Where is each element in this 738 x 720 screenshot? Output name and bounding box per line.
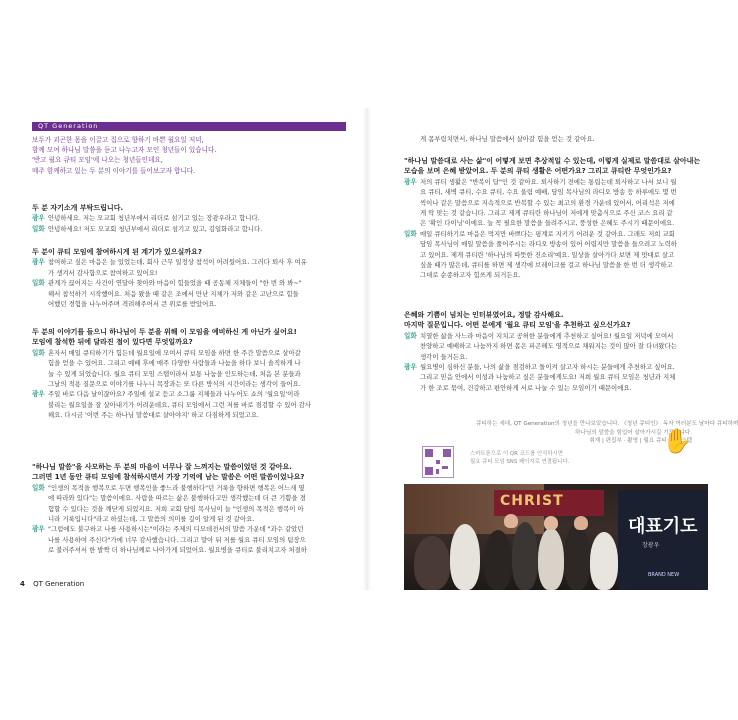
intro-line: 보두가 괴곤한 몸을 이끌고 집으로 향하기 바쁜 월요일 저녁, [32,136,204,144]
answer-line: 로 불러주셔서 한 발짝 더 하나님께로 나아가게 되었어요. 월요병을 큐티로 불리치고자 처절하 [48,546,307,555]
speaker-label: 일화 [32,279,45,288]
magazine-spread [20,108,738,590]
qa-block [404,156,701,281]
question: 두 분이 큐티 모임에 참여하시게 된 계기가 있으실까요? [32,248,202,256]
qa-block [404,310,694,393]
answer-line: 씩이나 같은 말씀으로 지속적으로 반복할 수 있는 최고의 환경 가운데 있어서, 어리석은 저에 [420,198,675,207]
person-face [574,516,588,530]
question: 그러면 1년 동안 큐티 모임에 참석하시면서 가장 기억에 남는 말씀은 어떤 말씀이었나요? [32,473,305,482]
answer [32,524,350,555]
section-band [32,122,346,131]
speaker-label: 광우 [32,525,45,534]
answer-line: 요 큐티, 새벽 큐티, 수요 큐티, 수요 울림 예배, 담임 목사님의 라디오 방송 등 하루에도 몇 번 [420,188,677,197]
answer-line: 가 한 조로 묶여, 건강하고 편안하게 서로 나눌 수 있는 모임이기 때문이에요. [420,383,632,392]
answer-line: 게 몸부림치면서, 하나님 말씀에서 살아갈 힘을 얻는 것 같아요. [420,135,595,143]
question: 모습을 보며 은혜 받았어요. 두 분의 큐티 생활은 어떤가요? 그리고 큐티란 무엇인가요? [404,167,672,176]
intro-line: 매주 함께하고 있는 두 분의 이야기를 들어보고자 합니다. [32,166,196,175]
answer [32,224,350,234]
answer-line: 담임 목사님이 매일 말씀을 풀어주시는 라디오 방송이 있어 어렵지만 말씀을 들으려고 노력하 [420,240,677,249]
answer [32,483,350,525]
answer-line: 월요병이 심하신 분들, 나의 삶을 점검하고 돌이켜 살고자 하시는 분들에게 추천하고 싶어요. [420,363,675,372]
answer-line: 매일 큐티하기로 마음은 먹지만 바쁘다는 핑계로 지키기 어려운 것 같아요. 그래도 저희 교회 [420,229,675,238]
answer-line: 관계가 끊어지는 사건이 연달아 찾아와 마음이 힘들었을 때 공동체 지체들이 "한 번 와 봐~" [48,279,302,288]
answer [32,389,350,420]
answer-line: 그대로 순종하고자 힘쓰게 되거든요. [420,271,521,280]
person-silhouette [484,530,512,590]
page-number: 4 [20,580,25,588]
qr-caption-line: 스마트폰으로 이 QR 코드를 인식하시면 [470,451,563,457]
qr-code-icon [422,446,454,478]
question: "하나님 말씀대로 사는 삶"이 어떻게 보면 추상적일 수 있는데, 이렇게 실제로 말씀대로 살아내는 [404,157,701,165]
answer [32,213,350,223]
answer-line: 은 '확인 다이닝'이에요. 늘 꼭 필요한 말씀을 들려주시고, 풍성한 은혜도 주시기 때문이에요. [420,219,675,228]
answer-line: 게 딱 맞는 것 같습니다. 그리고 제게 큐티란 하나님이 저에게 맞춤식으로 주신 코스 요리 같 [420,209,673,218]
person-silhouette [450,524,480,590]
qr-caption [470,450,569,466]
magazine-name: QT Generation [33,580,85,588]
group-photo [404,484,708,590]
answer-line: 저의 큐티 생활은 "반복이 답"인 것 같아요. 퇴사하기 전에는 통립는데 퇴사하고 나서 보니 월 [420,177,677,186]
answer-line: 힘을 얻을 수 있어요. 그리고 예배 후에 매주 다양한 사람들과 나눔을 하다 보니 솔직하게 나 [48,359,301,368]
page-footer [20,580,84,588]
answer-line: "인생의 목적을 행복으로 두면 행복인을 좋느라 불행하다"던 거룩을 향하면 행복은 어느새 옆 [48,483,305,492]
question: 두 분 자기소개 부탁드립니다. [32,204,124,212]
person-silhouette [590,532,618,590]
closing-note [476,420,738,446]
person-silhouette [414,536,450,590]
answer-line: 주일 바로 다음 날이잖아요? 주일에 설교 듣고 소그룹 지체들과 나누어도 쇼의 '월요일'이라 [48,390,300,399]
answer-line: 에 따라와 있다"는 말씀이에요. 사람을 따르는 삶은 불행하다고만 생각했는데 더 큰 기쁨을 경 [48,494,306,503]
person-silhouette [564,524,590,590]
answer-line: 고 있어요. 제게 큐티란 '하나님의 따뜻한 진소리'예요. 일상을 살아가다 보면 제 멋대로 살고 [420,250,675,259]
left-page [20,108,360,590]
speaker-label: 광우 [404,177,417,186]
qa-block [32,203,350,234]
answer [404,331,694,362]
answer-line: 안녕하세요! 저도 모교회 청년부에서 리더로 섬기고 있고, 김일화라고 합니다. [48,224,263,233]
page-gutter [363,108,371,590]
photo-banner [494,490,604,516]
speaker-label: 광우 [32,390,45,399]
answer-line: "그럼에도 불구하고 나를 사용하시는"이라는 주제의 디모데전서의 말씀 가운데 "과수 같았던 [48,525,304,534]
speaker-label: 일화 [32,483,45,492]
answer [32,348,350,390]
screen-brand: BRAND NEW [648,572,680,578]
speaker-label: 일화 [404,331,417,340]
speaker-label: 일화 [32,224,45,233]
right-page [374,108,738,590]
screen-title: 대표기도 [628,516,698,537]
intro-line: 함께 모여 하나님 말씀을 듣고 나누고자 모인 청년들이 있습니다. [32,146,217,155]
answer [404,362,694,393]
speaker-label: 광우 [404,363,417,372]
answer-line: 눌 수 있게 되었습니다. 월요 큐티 모임 스탭이라서 보통 나눔을 인도하는데, 처음 본 분들과 [48,369,301,378]
question: 두 분의 이야기를 들으니 하나님이 두 분을 위해 이 모임을 예비하신 게 아닌가 싶어요! [32,328,297,336]
answer [404,229,694,281]
intro-paragraph [32,135,346,176]
person-silhouette [512,522,538,590]
answer-line: 찬양하고 예배하고 나눔까지 하면 몸은 피곤해도 영적으로 채워지는 것이 많아 잘 다녀왔다는 [420,342,677,351]
speaker-label: 일화 [404,229,417,238]
answer [32,257,350,278]
person-face [544,516,558,530]
note-line: 큐티하는 세대, QT Generation의 청년을 만나보았습니다. 《청년 큐티인》 독자 여러분도 날마다 큐티하며 [476,421,738,427]
qa-block [32,327,350,421]
question: "하나님 말씀"을 사모하는 두 분의 마음이 너무나 잘 느껴지는 말씀이었던 것 같아요. [32,463,292,471]
answer [404,177,694,229]
question: 은혜와 기쁨이 넘치는 인터뷰였어요, 정말 감사해요. [404,311,564,319]
answer-line: 안녕하세요. 저는 모교회 청년부에서 리더로 섬기고 있는 장광우라고 합니다. [48,214,260,223]
qr-caption-line: 월요 큐티 모임 SNS 페이지로 연결됩니다. [470,459,570,465]
answer-line: 그날의 적용 질문으로 이야기를 나누니 목장과는 또 다른 방식의 시간이라는 생각이 들어요. [48,380,301,389]
continued-text [404,134,694,144]
speaker-label: 광우 [32,258,45,267]
qa-block [32,247,350,309]
presentation-screen [618,490,708,590]
note-line: 하나님의 말씀을 힘입어 살아가시길 기도합니다. [575,429,692,436]
qa-block [32,462,350,556]
answer-line: 어했던 경험을 나누어주며 격려해주어서 큰 위로를 받았어요. [48,300,217,309]
answer-line: 그리고 믿음 안에서 이성과 나눔하고 싶은 분들에게도요! 저희 월요 큐티 모임은 청년과 지체 [420,373,676,382]
answer-line: 나를 사용하여 주신다"가에 너무 감사했습니다. 그리고 말아 뒤 저를 월요 큐티 모임의 팀장으 [48,535,306,544]
answer [32,278,350,309]
screen-name: 장광우 [642,542,660,549]
answer-line: 치열한 삶을 사느라 마음이 지치고 공허한 분들에게 추천하고 싶어요! 월요일 저녁에 모여서 [420,331,674,340]
answer-line: 싶을 때가 많은데, 큐티를 하면 제 생각에 브레이크를 걸고 하나님 말씀을 한 번 더 생각하고 [420,261,673,270]
question: 모임에 참석한 뒤에 달라진 점이 있다면 무엇일까요? [32,338,193,347]
person-silhouette [538,528,564,590]
answer-line: 생각이 들거든요. [420,352,468,361]
answer-line: 해요. 다시금 '이번 주는 하나님 말씀대로 살아야지' 하고 다짐하게 되었고요. [48,411,260,420]
answer-line: 혼자서 매일 큐티하기가 힘든데 월요일에 모여서 큐티 모임을 하면 한 주간 말씀으로 살아갈 [48,348,301,357]
question: 마지막 질문입니다. 어떤 분에게 '월요 큐티 모임'을 추천하고 싶으신가요? [404,321,631,330]
person-face [504,514,518,528]
note-line: 취재 | 편집부 · 촬영 | 월요 큐티 모임 스탭 [589,438,692,445]
answer-line: 가 생겨서 감사함으로 참여하고 있어요! [48,268,158,277]
answer-line: 불리는 월요일을 잘 살아내기가 어려운데요, 큐티 모임에서 그런 저를 바로 점검할 수 있어 감사 [48,400,312,409]
photo-banner-text: CHRIST [500,493,564,509]
section-band-label: QT Generation [38,122,99,130]
intro-line: '반고 월요 큐티 모임'에 나오는 청년들인데요, [32,156,163,165]
answer-line: 니라 거룩입니다"라고 하셨는데, 그 말씀의 의미를 깊이 알게 된 것 같아요. [48,515,255,524]
answer-line: 험할 수 있다는 것을 깨닫게 되었지요. 저희 교회 담임 목사님이 늘 "인생의 목적은 행복이 아 [48,504,304,513]
answer-line: 해서 참석하기 시작했어요. 처음 왔을 때 같은 조에서 만난 지체가 저와 같은 고난으로 힘들 [48,289,299,298]
speaker-label: 광우 [32,214,45,223]
speaker-label: 일화 [32,348,45,357]
answer [404,134,694,144]
praying-hands-icon: ✋ [662,427,692,455]
answer-line: 참여하고 싶은 마음은 늘 있었는데, 회사 근무 일정상 참석이 어려웠어요. 그러다 퇴사 후 여유 [48,258,307,267]
